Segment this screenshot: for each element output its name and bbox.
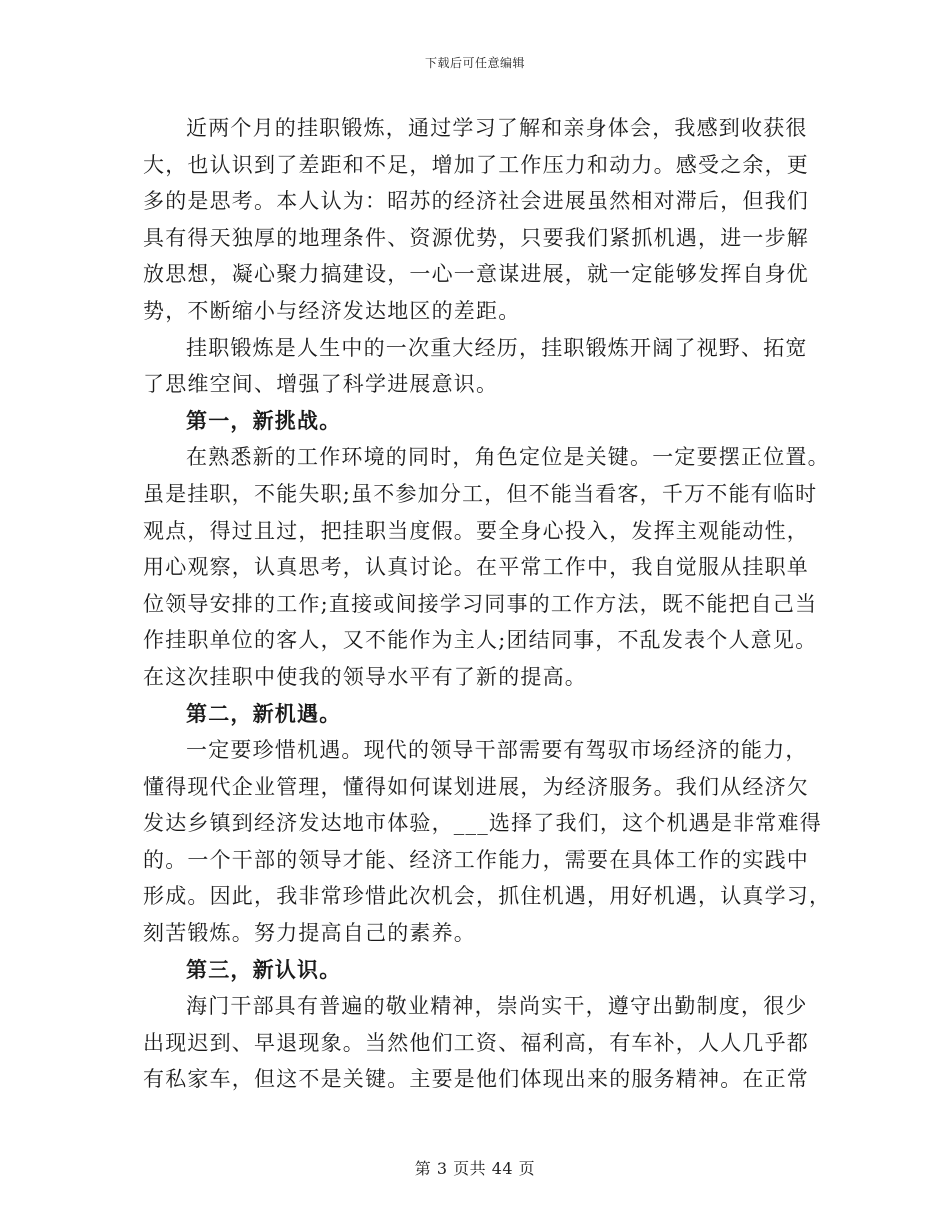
body-text-line: 懂得现代企业管理，懂得如何谋划进展，为经济服务。我们从经济欠: [143, 774, 809, 799]
body-text-line: 有私家车，但这不是关键。主要是他们体现出来的服务精神。在正常: [143, 1067, 809, 1092]
body-text-line: 在熟悉新的工作环境的同时，角色定位是关键。一定要摆正位置。: [186, 445, 830, 470]
document-body: [143, 110, 832, 1098]
body-text-line: 一定要珍惜机遇。现代的领导干部需要有驾驭市场经济的能力，: [186, 738, 808, 763]
body-text-line: 了思维空间、增强了科学进展意识。: [143, 372, 499, 397]
body-text-line: 放思想，凝心聚力搞建设，一心一意谋进展，就一定能够发挥自身优: [143, 262, 809, 287]
body-text-line: 发达乡镇到经济发达地市体验，___选择了我们，这个机遇是非常难得: [143, 811, 822, 836]
body-text-line: 大，也认识到了差距和不足，增加了工作压力和动力。感受之余，更: [143, 152, 809, 177]
body-text-line: 位领导安排的工作;直接或间接学习同事的工作方法，既不能把自己当: [143, 591, 818, 616]
body-text-line: 挂职锻炼是人生中的一次重大经历，挂职锻炼开阔了视野、拓宽: [186, 335, 808, 360]
body-text-line: 形成。因此，我非常珍惜此次机会，抓住机遇，用好机遇，认真学习，: [143, 884, 832, 909]
page-header: 下载后可任意编辑: [424, 56, 525, 70]
body-text-line: 势，不断缩小与经济发达地区的差距。: [143, 298, 521, 323]
section-heading: 第二，新机遇。: [186, 700, 342, 726]
body-text-line: 具有得天独厚的地理条件、资源优势，只要我们紧抓机遇，进一步解: [143, 225, 809, 250]
body-text-line: 观点，得过且过，把挂职当度假。要全身心投入，发挥主观能动性，: [143, 518, 809, 543]
body-text-line: 虽是挂职，不能失职;虽不参加分工，但不能当看客，千万不能有临时: [143, 481, 818, 506]
body-text-line: 在这次挂职中使我的领导水平有了新的提高。: [143, 664, 587, 689]
body-text-line: 多的是思考。本人认为：昭苏的经济社会进展虽然相对滞后，但我们: [143, 189, 809, 214]
body-text-line: 用心观察，认真思考，认真讨论。在平常工作中，我自觉服从挂职单: [143, 555, 809, 580]
section-heading: 第一，新挑战。: [186, 407, 342, 433]
body-text-line: 作挂职单位的客人，又不能作为主人;团结同事，不乱发表个人意见。: [143, 628, 818, 653]
page-number: 第 3 页共 44 页: [414, 1159, 536, 1178]
body-text-line: 刻苦锻炼。努力提高自己的素养。: [143, 921, 476, 946]
body-text-line: 出现迟到、早退现象。当然他们工资、福利高，有车补，人人几乎都: [143, 1030, 809, 1055]
body-text-line: 近两个月的挂职锻炼，通过学习了解和亲身体会，我感到收获很: [186, 116, 808, 140]
section-heading: 第三，新认识。: [186, 956, 342, 982]
body-text-line: 的。一个干部的领导才能、经济工作能力，需要在具体工作的实践中: [143, 847, 809, 872]
body-text-line: 海门干部具有普遍的敬业精神，崇尚实干，遵守出勤制度，很少: [186, 994, 808, 1019]
